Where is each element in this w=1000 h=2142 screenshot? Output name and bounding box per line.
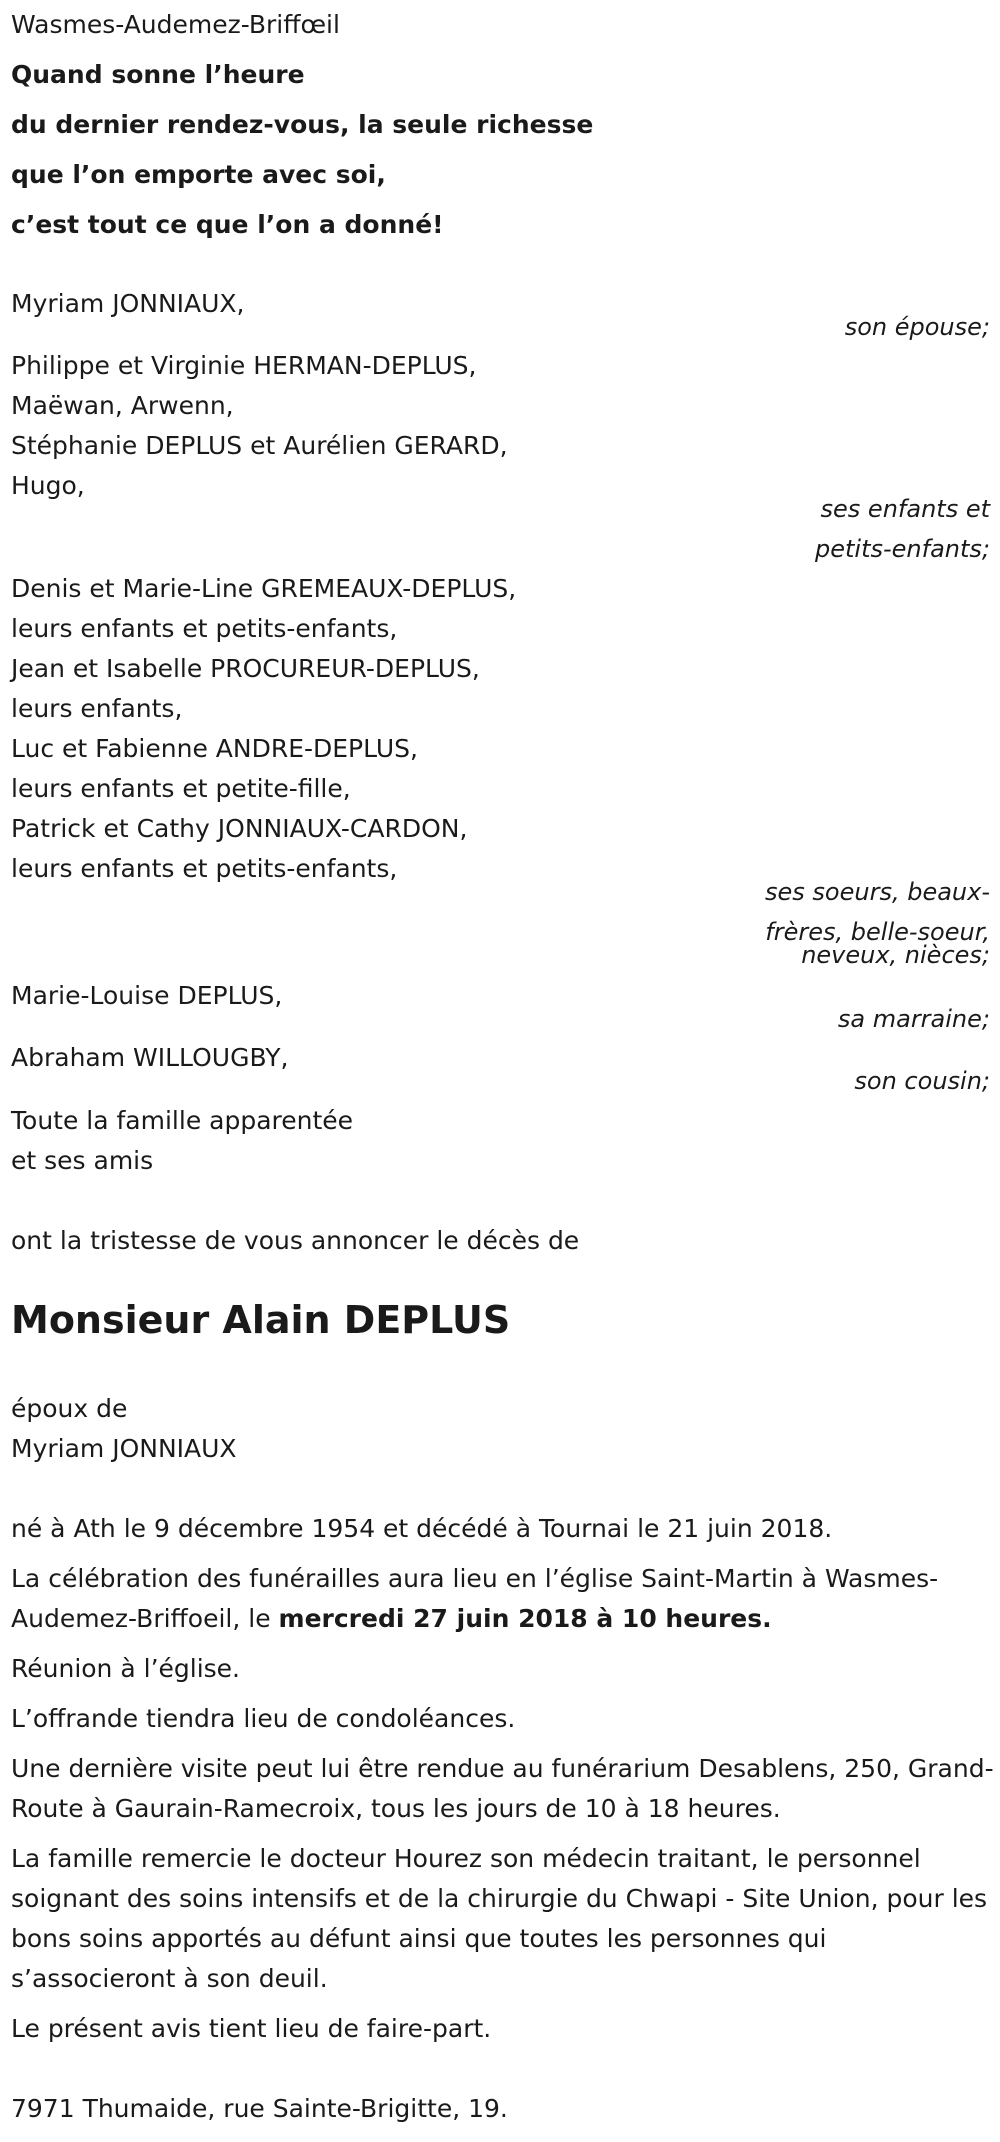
- sibling-line: Patrick et Cathy JONNIAUX-CARDON,: [11, 814, 468, 843]
- birth-death: né à Ath le 9 décembre 1954 et décédé à Tournai le 21 juin 2018.: [11, 1514, 833, 1543]
- children-line: Maëwan, Arwenn,: [11, 391, 234, 420]
- spouse-name: Myriam JONNIAUX,: [11, 289, 245, 318]
- funeral-date: mercredi 27 juin 2018 à 10 heures.: [278, 1604, 772, 1633]
- poem-line: du dernier rendez-vous, la seule richesse: [11, 110, 594, 139]
- address: 7971 Thumaide, rue Sainte-Brigitte, 19.: [11, 2094, 508, 2123]
- sibling-line: leurs enfants,: [11, 694, 183, 723]
- others-line: et ses amis: [11, 1146, 154, 1175]
- siblings-relation: ses soeurs, beaux-: [765, 878, 990, 906]
- poem-line: Quand sonne l’heure: [11, 60, 305, 89]
- sibling-line: Jean et Isabelle PROCUREUR-DEPLUS,: [11, 654, 480, 683]
- sibling-line: Denis et Marie-Line GREMEAUX-DEPLUS,: [11, 574, 517, 603]
- meeting-info: Réunion à l’église.: [11, 1654, 241, 1683]
- cousin-name: Abraham WILLOUGBY,: [11, 1043, 289, 1072]
- sibling-line: leurs enfants et petite-fille,: [11, 774, 351, 803]
- announcement: ont la tristesse de vous annoncer le décès de: [11, 1226, 580, 1255]
- sibling-line: leurs enfants et petits-enfants,: [11, 854, 398, 883]
- funeral-text: La célébration des funérailles aura lieu en l’église Saint-Martin à Wasmes-Audemez-Briffoeil, le: [11, 1564, 939, 1633]
- children-relation: ses enfants et: [820, 495, 990, 523]
- others-line: Toute la famille apparentée: [11, 1106, 354, 1135]
- notice: Le présent avis tient lieu de faire-part.: [11, 2014, 492, 2043]
- offering-info: L’offrande tiendra lieu de condoléances.: [11, 1704, 516, 1733]
- siblings-relation: frères, belle-soeur,: [765, 918, 990, 946]
- spouse-relation: son épouse;: [844, 313, 990, 341]
- children-line: Hugo,: [11, 471, 85, 500]
- poem-line: que l’on emporte avec soi,: [11, 160, 386, 189]
- godmother-relation: sa marraine;: [837, 1005, 990, 1033]
- cousin-relation: son cousin;: [854, 1067, 990, 1095]
- children-line: Philippe et Virginie HERMAN-DEPLUS,: [11, 351, 477, 380]
- deceased-name: Monsieur Alain DEPLUS: [11, 1298, 511, 1342]
- location-heading: Wasmes-Audemez-Briffœil: [11, 10, 340, 39]
- godmother-name: Marie-Louise DEPLUS,: [11, 981, 283, 1010]
- sibling-line: Luc et Fabienne ANDRE-DEPLUS,: [11, 734, 418, 763]
- visit-info: Une dernière visite peut lui être rendue au funérarium Desablens, 250, Grand-Route à Gaurain-Ramecroix, tous les jours de 10 à 18 heures.: [11, 1754, 994, 1823]
- funeral-info: [11, 1559, 996, 1639]
- sibling-line: leurs enfants et petits-enfants,: [11, 614, 398, 643]
- thanks-info: La famille remercie le docteur Hourez son médecin traitant, le personnel soignant des soins intensifs et de la chirurgie du Chwapi - Site Union, pour les bons soins apportés au défunt ainsi que toutes les personnes qui s’associeront à son deuil.: [11, 1844, 988, 1993]
- siblings-relation: neveux, nièces;: [801, 941, 990, 969]
- spouse-label: époux de: [11, 1394, 128, 1423]
- children-relation: petits-enfants;: [815, 535, 990, 563]
- poem-line: c’est tout ce que l’on a donné!: [11, 210, 444, 239]
- children-line: Stéphanie DEPLUS et Aurélien GERARD,: [11, 431, 508, 460]
- deceased-spouse-name: Myriam JONNIAUX: [11, 1434, 237, 1463]
